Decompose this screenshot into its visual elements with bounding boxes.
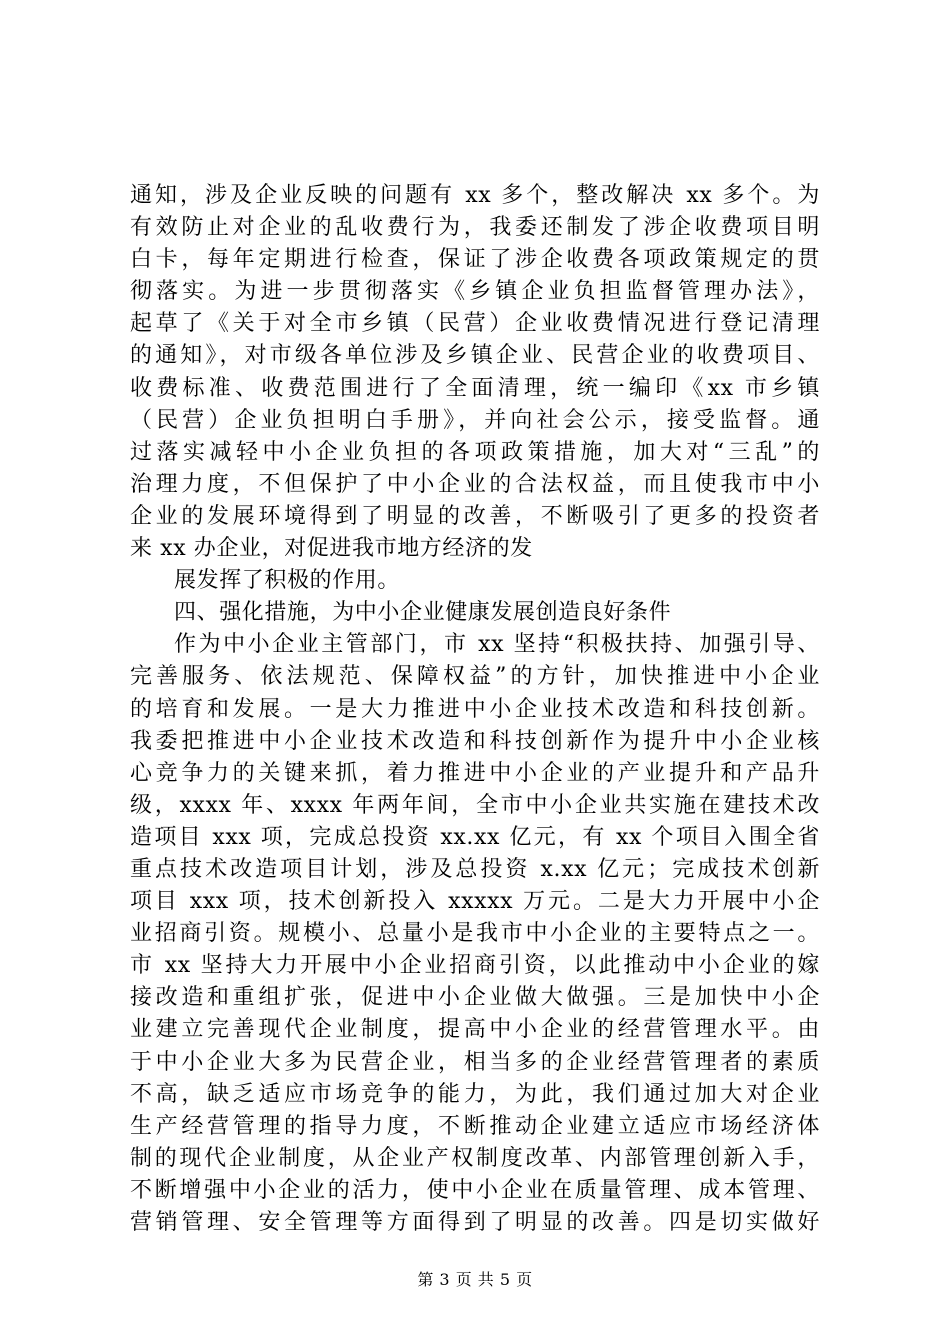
text-line: 完善服务、依法规范、保障权益”的方针，加快推进中小企业: [130, 664, 820, 690]
text-line: 白卡，每年定期进行检查，保证了涉企收费各项政策规定的贯: [130, 247, 820, 273]
text-line: 作为中小企业主管部门，市 xx 坚持“积极扶持、加强引导、: [174, 632, 820, 658]
text-line: 项目 xxx 项，技术创新投入 xxxxx 万元。二是大力开展中小企: [130, 889, 820, 915]
text-line: 心竞争力的关键来抓，着力推进中小企业的产业提升和产品升: [130, 760, 820, 786]
text-line: 有效防止对企业的乱收费行为，我委还制发了涉企收费项目明: [130, 215, 820, 241]
text-line: （民营）企业负担明白手册》，并向社会公示，接受监督。通: [130, 407, 820, 433]
text-line: 接改造和重组扩张，促进中小企业做大做强。三是加快中小企: [130, 985, 820, 1011]
text-line: 市 xx 坚持大力开展中小企业招商引资，以此推动中小企业的嫁: [130, 953, 820, 979]
text-line: 造项目 xxx 项，完成总投资 xx.xx 亿元，有 xx 个项目入围全省: [130, 824, 820, 850]
text-line: 不高，缺乏适应市场竞争的能力，为此，我们通过加大对企业: [130, 1081, 820, 1107]
text-line: 彻落实。为进一步贯彻落实《乡镇企业负担监督管理办法》，: [130, 279, 820, 305]
text-line: 展发挥了积极的作用。: [174, 568, 401, 594]
text-line: 业招商引资。规模小、总量小是我市中小企业的主要特点之一。: [130, 921, 820, 947]
section-heading: 四、强化措施，为中小企业健康发展创造良好条件: [174, 600, 672, 626]
text-line: 来 xx 办企业，对促进我市地方经济的发: [130, 536, 533, 562]
page-number-footer: 第 3 页 共 5 页: [417, 1270, 533, 1289]
text-line: 重点技术改造项目计划，涉及总投资 x.xx 亿元；完成技术创新: [130, 856, 820, 882]
text-line: 企业的发展环境得到了明显的改善，不断吸引了更多的投资者: [130, 503, 820, 529]
body-text: [130, 180, 820, 1239]
text-line: 我委把推进中小企业技术改造和科技创新作为提升中小企业核: [130, 728, 820, 754]
text-line: 不断增强中小企业的活力，使中小企业在质量管理、成本管理、: [130, 1177, 820, 1203]
text-line: 通知，涉及企业反映的问题有 xx 多个，整改解决 xx 多个。为: [130, 183, 820, 208]
text-line: 治理力度，不但保护了中小企业的合法权益，而且使我市中小: [130, 471, 820, 497]
text-line: 营销管理、安全管理等方面得到了明显的改善。四是切实做好: [130, 1210, 820, 1235]
text-line: 制的现代企业制度，从企业产权制度改革、内部管理创新入手，: [130, 1145, 820, 1171]
text-line: 的培育和发展。一是大力推进中小企业技术改造和科技创新。: [130, 696, 820, 722]
text-line: 收费标准、收费范围进行了全面清理，统一编印《xx 市乡镇: [130, 375, 820, 401]
text-line: 级，xxxx 年、xxxx 年两年间，全市中小企业共实施在建技术改: [130, 792, 820, 818]
text-line: 过落实减轻中小企业负担的各项政策措施，加大对“三乱”的: [130, 439, 820, 465]
text-line: 起草了《关于对全市乡镇（民营）企业收费情况进行登记清理: [130, 311, 820, 337]
text-line: 的通知》，对市级各单位涉及乡镇企业、民营企业的收费项目、: [130, 343, 820, 369]
text-line: 生产经营管理的指导力度，不断推动企业建立适应市场经济体: [130, 1113, 820, 1139]
text-line: 业建立完善现代企业制度，提高中小企业的经营管理水平。由: [130, 1017, 820, 1043]
text-line: 于中小企业大多为民营企业，相当多的企业经营管理者的素质: [130, 1049, 820, 1075]
